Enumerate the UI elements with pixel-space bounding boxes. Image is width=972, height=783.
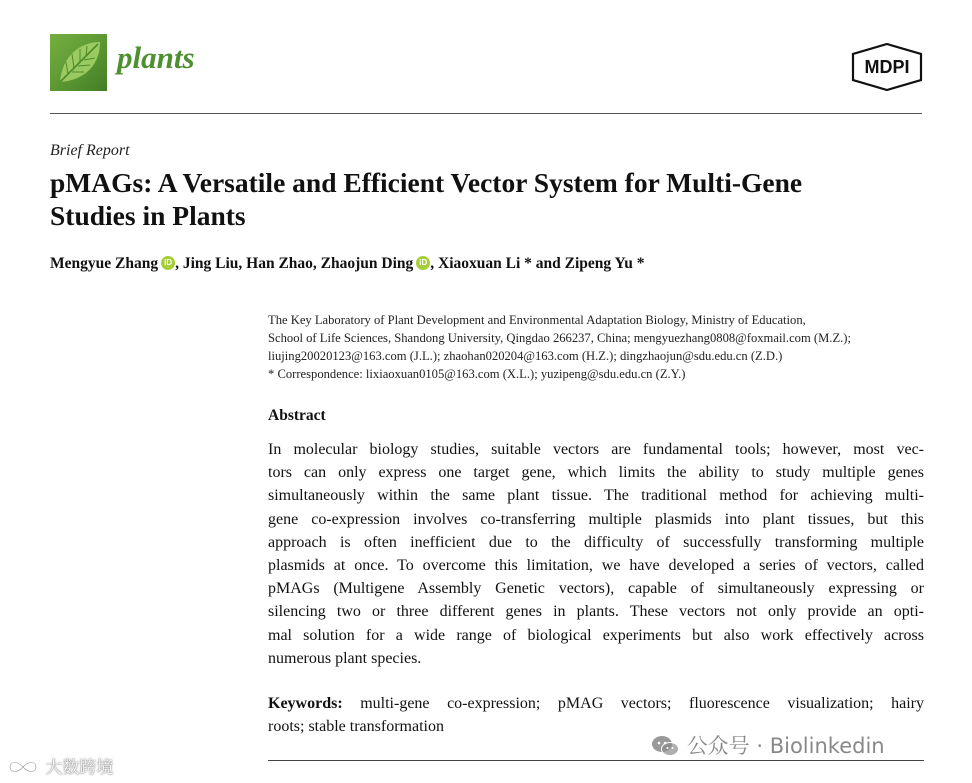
abstract-line: simultaneously within the same plant tissue. The traditional method for achieving multi- bbox=[268, 487, 924, 505]
affiliation-line: liujing20020123@163.com (J.L.); zhaohan020204@163.com (H.Z.); dingzhaojun@sdu.edu.cn (Z.D.) bbox=[268, 349, 783, 363]
author-name[interactable]: , Xiaoxuan Li * and Zipeng Yu * bbox=[430, 255, 645, 272]
keywords-line-1 bbox=[268, 692, 924, 715]
affiliation-line: The Key Laboratory of Plant Development and Environmental Adaptation Biology, Ministry of Education, bbox=[268, 313, 806, 327]
abstract-line: tors can only express one target gene, which limits the ability to study multiple genes bbox=[268, 464, 924, 482]
plants-journal-logo bbox=[50, 34, 107, 91]
corner-watermark-text: 大数跨境 bbox=[45, 758, 114, 778]
orcid-icon[interactable]: iD bbox=[161, 256, 175, 270]
footer-divider bbox=[268, 760, 924, 761]
abstract-line: silencing two or three different genes in plants. These vectors not only provide an opti- bbox=[268, 603, 924, 621]
correspondence-line: * Correspondence: lixiaoxuan0105@163.com (X.L.); yuzipeng@sdu.edu.cn (Z.Y.) bbox=[268, 367, 686, 381]
article-title bbox=[50, 166, 930, 232]
corner-watermark bbox=[6, 753, 113, 778]
mdpi-logo[interactable] bbox=[850, 43, 924, 91]
abstract-line: approach is often inefficient due to the difficulty of successfully transforming multiple bbox=[268, 533, 924, 551]
keywords-text: multi-gene co-expression; pMAG vectors; fluorescence visualization; hairy bbox=[360, 695, 924, 712]
abstract-line: pMAGs (Multigene Assembly Genetic vectors), capable of simultaneously expressing or bbox=[268, 580, 924, 598]
title-line-1: pMAGs: A Versatile and Efficient Vector System for Multi-Gene bbox=[50, 167, 803, 198]
abstract-heading: Abstract bbox=[268, 407, 326, 424]
keywords-line-2: roots; stable transformation bbox=[268, 718, 444, 736]
author-name[interactable]: Mengyue Zhang bbox=[50, 255, 159, 272]
wechat-watermark bbox=[650, 730, 885, 760]
mdpi-logo-text: MDPI bbox=[864, 57, 910, 77]
affiliation-block bbox=[268, 311, 933, 383]
author-list bbox=[50, 255, 930, 273]
orcid-icon[interactable]: iD bbox=[416, 256, 430, 270]
author-name[interactable]: , Jing Liu, Han Zhao, Zhaojun Ding bbox=[175, 255, 414, 272]
abstract-text bbox=[268, 438, 924, 670]
abstract-line: mal solution for a wide range of biological experiments but also work effectively across bbox=[268, 626, 924, 644]
wechat-icon bbox=[650, 734, 680, 758]
wechat-watermark-text: 公众号 · Biolinkedin bbox=[686, 734, 885, 758]
title-line-2: Studies in Plants bbox=[50, 200, 246, 231]
header-divider bbox=[50, 113, 922, 114]
journal-name[interactable]: plants bbox=[117, 40, 195, 75]
article-type: Brief Report bbox=[50, 142, 130, 159]
keywords-label: Keywords: bbox=[268, 695, 343, 712]
abstract-line: In molecular biology studies, suitable vectors are fundamental tools; however, most vec- bbox=[268, 441, 924, 458]
abstract-line: plasmids at once. To overcome this limitation, we have developed a series of vectors, called bbox=[268, 557, 924, 575]
abstract-line: numerous plant species. bbox=[268, 649, 422, 667]
infinity-logo-icon bbox=[6, 758, 40, 776]
affiliation-line: School of Life Sciences, Shandong University, Qingdao 266237, China; mengyuezhang0808@foxmail.com (M.Z.); bbox=[268, 331, 851, 345]
abstract-line: gene co-expression involves co-transferring multiple plasmids into plant tissues, but this bbox=[268, 510, 924, 528]
